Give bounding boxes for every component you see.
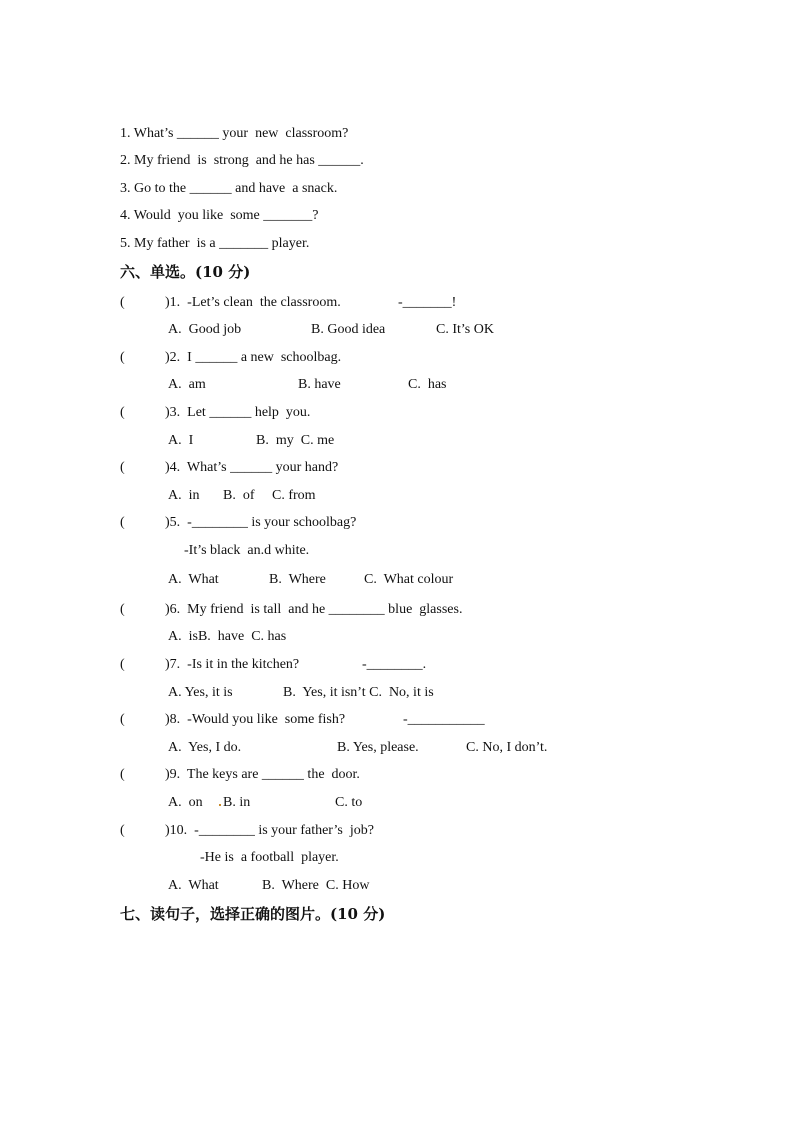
question-1-option-b: B. Good idea (311, 322, 386, 337)
question-4-option-a: A. in (168, 488, 200, 503)
question-5-option-c: C. What colour (364, 572, 454, 587)
question-5-response: -It’s black an.d white. (184, 543, 310, 558)
question-2-option-b: B. have (298, 377, 341, 392)
question-10-stem: )10. -________ is your father’s job? (165, 823, 374, 838)
answer-paren: ( (120, 657, 125, 672)
question-3-stem: )3. Let ______ help you. (165, 405, 311, 420)
question-8-answer: -___________ (403, 712, 485, 727)
question-4-option-c: C. from (272, 488, 316, 503)
question-9-option-a: A. on (168, 795, 203, 810)
question-1-stem: )1. -Let’s clean the classroom. (165, 295, 341, 310)
question-3-option-b: B. my C. me (256, 433, 335, 448)
answer-paren: ( (120, 767, 125, 782)
question-2-option-a: A. am (168, 377, 206, 392)
section-6-title: 六、单选。(10 分) (120, 263, 251, 281)
fill-in-sentence-1: 1. What’s ______ your new classroom? (120, 126, 349, 141)
question-2-stem: )2. I ______ a new schoolbag. (165, 350, 342, 365)
section-7-title: 七、读句子，选择正确的图片。(10 分) (120, 905, 386, 923)
question-5-option-a: A. What (168, 572, 219, 587)
question-6-stem: )6. My friend is tall and he ________ blue glasses. (165, 602, 463, 617)
question-5-stem: )5. -________ is your schoolbag? (165, 515, 357, 530)
answer-paren: ( (120, 823, 125, 838)
question-5-option-b: B. Where (269, 572, 326, 587)
question-2-option-c: C. has (408, 377, 447, 392)
question-9-stem: )9. The keys are ______ the door. (165, 767, 360, 782)
question-9-option-c: C. to (335, 795, 363, 810)
question-7-option-a: A. Yes, it is (168, 685, 233, 700)
question-3-option-a: A. I (168, 433, 194, 448)
fill-in-sentence-2: 2. My friend is strong and he has ______. (120, 153, 364, 168)
question-10-option-b: B. Where C. How (262, 878, 370, 893)
stray-dot-mark (219, 804, 221, 806)
question-1-option-c: C. It’s OK (436, 322, 494, 337)
question-6-options: A. isB. have C. has (168, 629, 287, 644)
answer-paren: ( (120, 602, 125, 617)
question-1-answer: -_______! (398, 295, 457, 310)
question-1-option-a: A. Good job (168, 322, 242, 337)
question-8-stem: )8. -Would you like some fish? (165, 712, 346, 727)
question-8-option-c: C. No, I don’t. (466, 740, 548, 755)
question-7-answer: -________. (362, 657, 427, 672)
answer-paren: ( (120, 405, 125, 420)
question-8-option-b: B. Yes, please. (337, 740, 419, 755)
question-7-option-b: B. Yes, it isn’t C. No, it is (283, 685, 434, 700)
answer-paren: ( (120, 350, 125, 365)
question-7-stem: )7. -Is it in the kitchen? (165, 657, 300, 672)
question-10-response: -He is a football player. (200, 850, 339, 865)
fill-in-sentence-3: 3. Go to the ______ and have a snack. (120, 181, 338, 196)
question-4-stem: )4. What’s ______ your hand? (165, 460, 339, 475)
question-10-option-a: A. What (168, 878, 219, 893)
question-4-option-b: B. of (223, 488, 255, 503)
fill-in-sentence-4: 4. Would you like some _______? (120, 208, 319, 223)
answer-paren: ( (120, 460, 125, 475)
question-8-option-a: A. Yes, I do. (168, 740, 242, 755)
fill-in-sentence-5: 5. My father is a _______ player. (120, 236, 310, 251)
answer-paren: ( (120, 712, 125, 727)
question-9-option-b: B. in (223, 795, 251, 810)
answer-paren: ( (120, 295, 125, 310)
answer-paren: ( (120, 515, 125, 530)
